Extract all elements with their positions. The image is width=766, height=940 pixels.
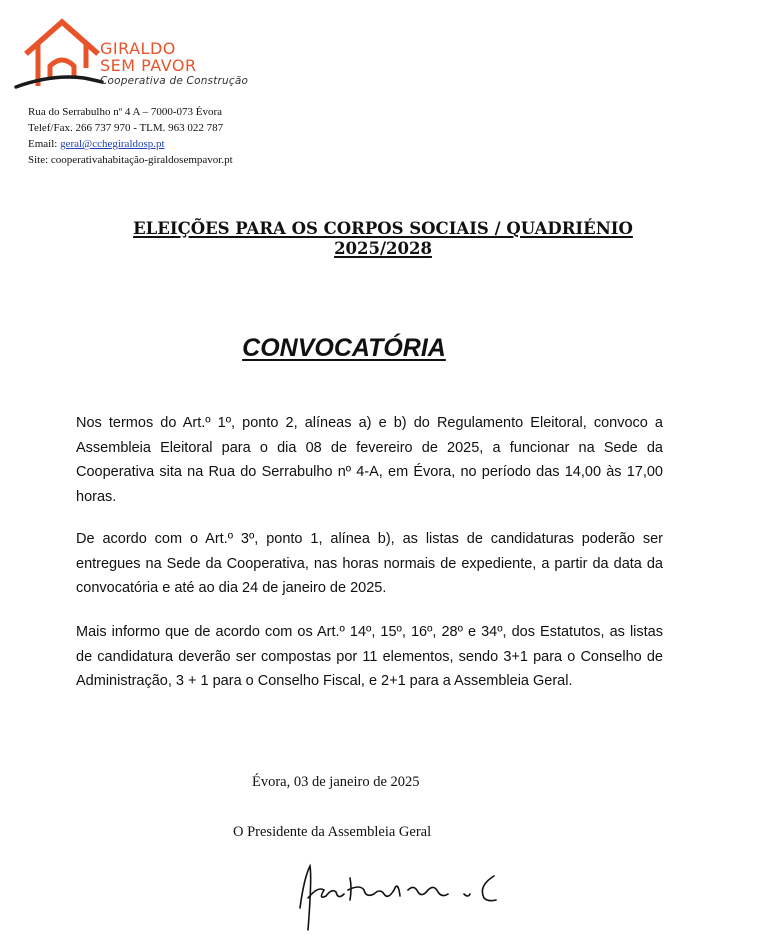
- letterhead: [12, 16, 332, 166]
- signer-title: O Presidente da Assembleia Geral: [233, 824, 432, 840]
- brand-name: [100, 40, 248, 87]
- title-line2: 2025/2028: [334, 239, 432, 258]
- paragraph-1: Nos termos do Art.º 1º, ponto 2, alíneas a) e b) do Regulamento Eleitoral, convoco a Assembleia Eleitoral para o dia 08 de fevereiro de 2025, a funcionar na Sede da Cooperativa sita na Rua do Serrabulho nº 4-A, em Évora, no período das 14,00 às 17,00 horas.: [76, 415, 663, 505]
- handwritten-signature: [288, 838, 508, 938]
- title-line1: ELEIÇÕES PARA OS CORPOS SOCIAIS / QUADRIÉNIO: [133, 219, 633, 238]
- phone-line: Telef/Fax. 266 737 970 - TLM. 963 022 787: [28, 122, 224, 134]
- brand-line2: SEM PAVOR: [100, 56, 197, 75]
- brand-subtitle: Cooperativa de Construção: [100, 75, 249, 87]
- brand-line1: GIRALDO: [100, 39, 176, 58]
- heading-text: CONVOCATÓRIA: [242, 334, 446, 362]
- email-line: [28, 136, 233, 152]
- house-logo-icon: [12, 16, 104, 92]
- contact-info: [28, 104, 233, 168]
- document-title: [0, 219, 766, 259]
- address-line: Rua do Serrabulho nº 4 A – 7000-073 Évora: [28, 106, 223, 118]
- paragraph-2: De acordo com o Art.º 3º, ponto 1, alínea b), as listas de candidaturas poderão ser entregues na Sede da Cooperativa, nas horas normais de expediente, a partir da data da convocatória e até ao dia 24 de janeiro de 2025.: [76, 531, 663, 596]
- page-heading: [0, 334, 688, 363]
- paragraph-3: Mais informo que de acordo com os Art.º 14º, 15º, 16º, 28º e 34º, dos Estatutos, as listas de candidatura deverão ser compostas por 11 elementos, sendo 3+1 para o Conselho de Administração, 3 + 1 para o Conselho Fiscal, e 2+1 para a Assembleia Geral.: [76, 624, 663, 689]
- date-line: Évora, 03 de janeiro de 2025: [252, 774, 420, 790]
- email-label: Email:: [28, 138, 61, 150]
- email-link[interactable]: geral@cchegiraldosp.pt: [60, 138, 165, 150]
- site-line: Site: cooperativahabitação-giraldosempavor.pt: [28, 154, 233, 166]
